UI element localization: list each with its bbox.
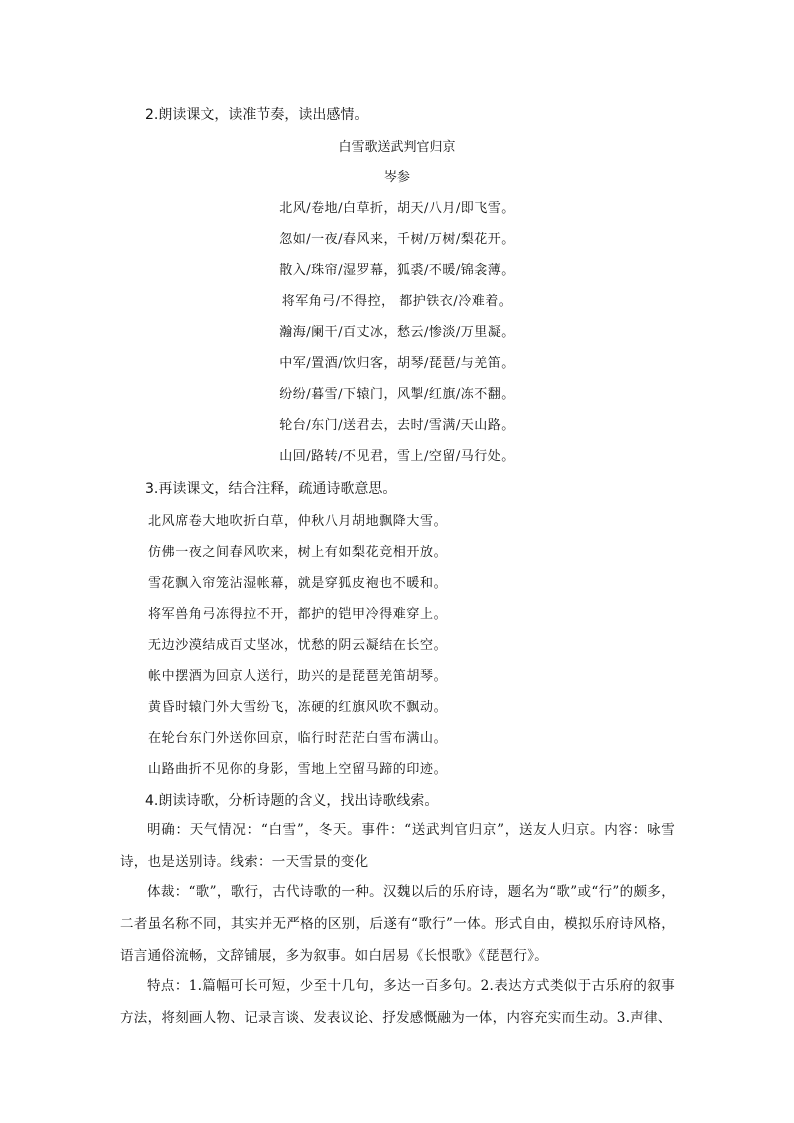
translation-line: 无边沙漠结成百丈坚冰，忧愁的阴云凝结在长空。 <box>148 638 448 653</box>
poem-title: 白雪歌送武判官归京 <box>338 140 456 155</box>
poem-line: 将军角弓/不得控， 都护铁衣/冷难着。 <box>281 294 513 309</box>
features-text: 1.篇幅可长可短，少至十几句，多达一百多句。2.表达方式类似于古乐府的叙事方法，将刻画人物、记录言谈、发表议论、抒发感慨融为一体，内容充实而生动。3.声律、 <box>120 978 676 1026</box>
genre-label: 体裁： <box>147 884 189 900</box>
translation-line: 将军兽角弓冻得拉不开，都护的铠甲冷得难穿上。 <box>148 607 448 622</box>
heading-section-4: 4.朗读诗歌，分析诗题的含义，找出诗歌线索。 <box>145 793 439 809</box>
poem-line: 北风/卷地/白草折，胡天/八月/即飞雪。 <box>279 201 515 216</box>
translation-line: 北风席卷大地吹折白草，仲秋八月胡地飘降大雪。 <box>148 514 448 529</box>
answer-text: 天气情况：“白雪”，冬天。事件：“送武判官归京”，送友人归京。内容：咏雪诗，也是送别诗。线索：一天雪景的变化 <box>120 822 676 870</box>
translation-line: 雪花飘入帘笼沾湿帐幕，就是穿狐皮袍也不暖和。 <box>148 576 448 591</box>
translation-line: 仿佛一夜之间春风吹来，树上有如梨花竞相开放。 <box>148 545 448 560</box>
poem-line: 中军/置酒/饮归客，胡琴/琵琶/与羌笛。 <box>279 356 515 371</box>
answer-label: 明确： <box>147 822 190 838</box>
translation-line: 在轮台东门外送你回京，临行时茫茫白雪布满山。 <box>148 731 448 746</box>
heading-section-3: 3.再读课文，结合注释，疏通诗歌意思。 <box>145 481 397 497</box>
poem-author: 岑参 <box>383 170 410 185</box>
poem-line: 纷纷/暮雪/下辕门，风掣/红旗/冻不翻。 <box>279 387 515 402</box>
translation-line: 帐中摆酒为回京人送行，助兴的是琵琶羌笛胡琴。 <box>148 669 448 684</box>
genre-text: “歌”，歌行，古代诗歌的一种。汉魏以后的乐府诗，题名为“歌”或“行”的颇多，二者虽名称不同，其实并无严格的区别，后遂有“歌行”一体。形式自由，模拟乐府诗风格，语言通俗流畅，文辞铺展，多为叙事。如白居易《长恨歌》《琵琶行》。 <box>120 884 676 964</box>
translation-line: 黄昏时辕门外大雪纷飞，冻硬的红旗风吹不飘动。 <box>148 700 448 715</box>
features-label: 特点： <box>147 978 189 994</box>
poem-line: 瀚海/阑干/百丈冰，愁云/惨淡/万里凝。 <box>279 325 515 340</box>
poem-line: 散入/珠帘/湿罗幕，狐裘/不暖/锦衾薄。 <box>279 263 515 278</box>
genre-paragraph <box>120 876 675 972</box>
poem-line: 山回/路转/不见君，雪上/空留/马行处。 <box>279 449 515 464</box>
heading-section-2: 2.朗读课文，读准节奏，读出感情。 <box>145 107 369 123</box>
features-paragraph <box>120 970 675 1034</box>
answer-paragraph <box>120 814 675 878</box>
poem-line: 忽如/一夜/春风来，千树/万树/梨花开。 <box>279 232 515 247</box>
poem-line: 轮台/东门/送君去，去时/雪满/天山路。 <box>279 418 515 433</box>
translation-line: 山路曲折不见你的身影，雪地上空留马蹄的印迹。 <box>148 762 448 777</box>
